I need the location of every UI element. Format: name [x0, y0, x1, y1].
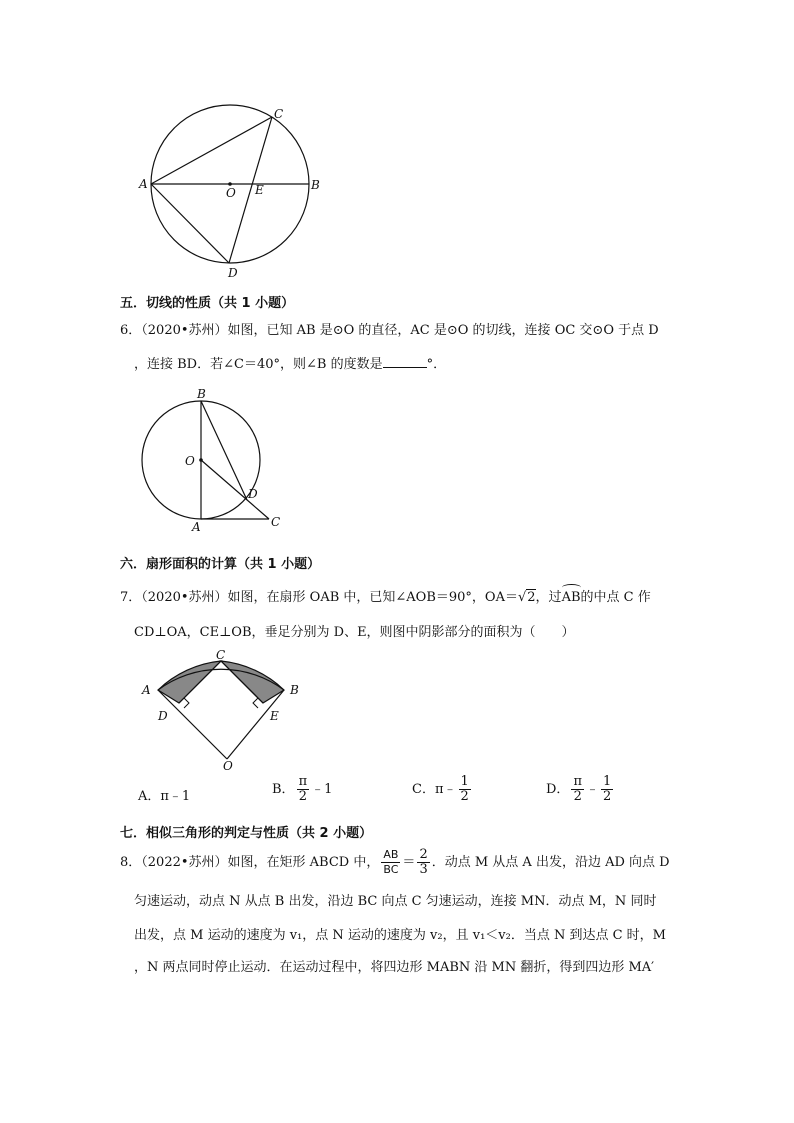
label-E: E [255, 183, 264, 197]
question-7-text-b: ，过 [535, 590, 562, 605]
option-b-tail: ﹣1 [311, 782, 333, 797]
label-A: A [192, 520, 201, 534]
label-B: B [311, 178, 320, 192]
question-8-line-1 [120, 848, 670, 877]
figure-circle-tangent [130, 386, 290, 534]
label-D: D [158, 709, 168, 723]
question-6-line-2 [134, 355, 446, 373]
section-title-similar-triangles: 七．相似三角形的判定与性质（共 2 小题） [120, 826, 373, 841]
section-title-tangent: 五．切线的性质（共 1 小题） [120, 296, 295, 311]
option-a[interactable]: A．π﹣1 [138, 789, 191, 804]
label-O: O [223, 759, 233, 773]
figure-circle-chords [130, 100, 340, 285]
fraction-pi-over-2: $\frac{\pi}{2}$ [573, 774, 582, 804]
answer-blank[interactable] [383, 355, 427, 368]
label-B: B [290, 683, 299, 697]
question-7-text-a: 7．（2020•苏州）如图，在扇形 OAB 中，已知∠AOB＝90°，OA＝ [120, 590, 518, 605]
fraction-1-over-2: $\frac{1}{2}$ [460, 774, 469, 804]
figure-sector [138, 648, 314, 774]
option-d[interactable] [546, 775, 615, 804]
option-b-label: B． [272, 782, 295, 797]
label-D: D [228, 266, 238, 280]
label-C: C [274, 107, 284, 121]
option-d-label: D． [546, 782, 570, 797]
fraction-2-over-3: $\frac{2}{3}$ [419, 847, 428, 877]
question-6-text: ，连接 BD．若∠C＝40°，则∠B 的度数是 [134, 357, 383, 372]
label-E: E [270, 709, 279, 723]
sqrt-radicand: 2 [527, 590, 536, 605]
arc-AB: AB [562, 590, 581, 606]
fraction-pi-over-2: $\frac{\pi}{2}$ [298, 774, 308, 804]
label-C: C [216, 648, 226, 662]
option-b[interactable] [272, 775, 332, 804]
label-B: B [197, 387, 206, 401]
equals-sign: ＝ [402, 855, 416, 870]
option-d-minus: ﹣ [585, 782, 599, 797]
question-7-text-c: 的中点 C 作 [580, 590, 651, 605]
question-6-line-1: 6．（2020•苏州）如图，已知 AB 是⊙O 的直径，AC 是⊙O 的切线，连接 OC 交⊙O 于点 D [120, 323, 659, 338]
label-A: A [142, 683, 151, 697]
question-6-degree: °． [426, 357, 447, 372]
sqrt-sign: √ [517, 590, 527, 605]
question-8-line-3: 出发，点 M 运动的速度为 v₁，点 N 运动的速度为 v₂，且 v₁＜v₂．当点 N 到达点 C 时，M [134, 928, 666, 943]
question-7-line-1 [120, 590, 651, 606]
option-c[interactable] [412, 775, 473, 804]
option-c-label: C．π﹣ [412, 782, 457, 797]
label-O: O [226, 186, 236, 200]
question-8-line-2: 匀速运动，动点 N 从点 B 出发，沿边 BC 向点 C 匀速运动，连接 MN．动点 M，N 同时 [134, 894, 657, 909]
question-8-text-a: 8．（2022•苏州）如图，在矩形 ABCD 中， [120, 855, 380, 870]
question-8-text-b: ．动点 M 从点 A 出发，沿边 AD 向点 D [431, 855, 670, 870]
question-8-line-4: ，N 两点同时停止运动．在运动过程中，将四边形 MABN 沿 MN 翻折，得到四边形 MA′ [134, 960, 655, 975]
fraction-ab-over-bc: $\frac{AB}{BC}$ [383, 848, 399, 876]
label-A: A [139, 177, 148, 191]
fraction-1-over-2: $\frac{1}{2}$ [603, 774, 612, 804]
label-D: D [248, 487, 258, 501]
question-7-line-2: CD⊥OA，CE⊥OB，垂足分别为 D、E，则图中阴影部分的面积为（ ） [134, 625, 575, 640]
label-C: C [271, 515, 281, 529]
section-title-sector-area: 六．扇形面积的计算（共 1 小题） [120, 557, 321, 572]
label-O: O [185, 454, 195, 468]
